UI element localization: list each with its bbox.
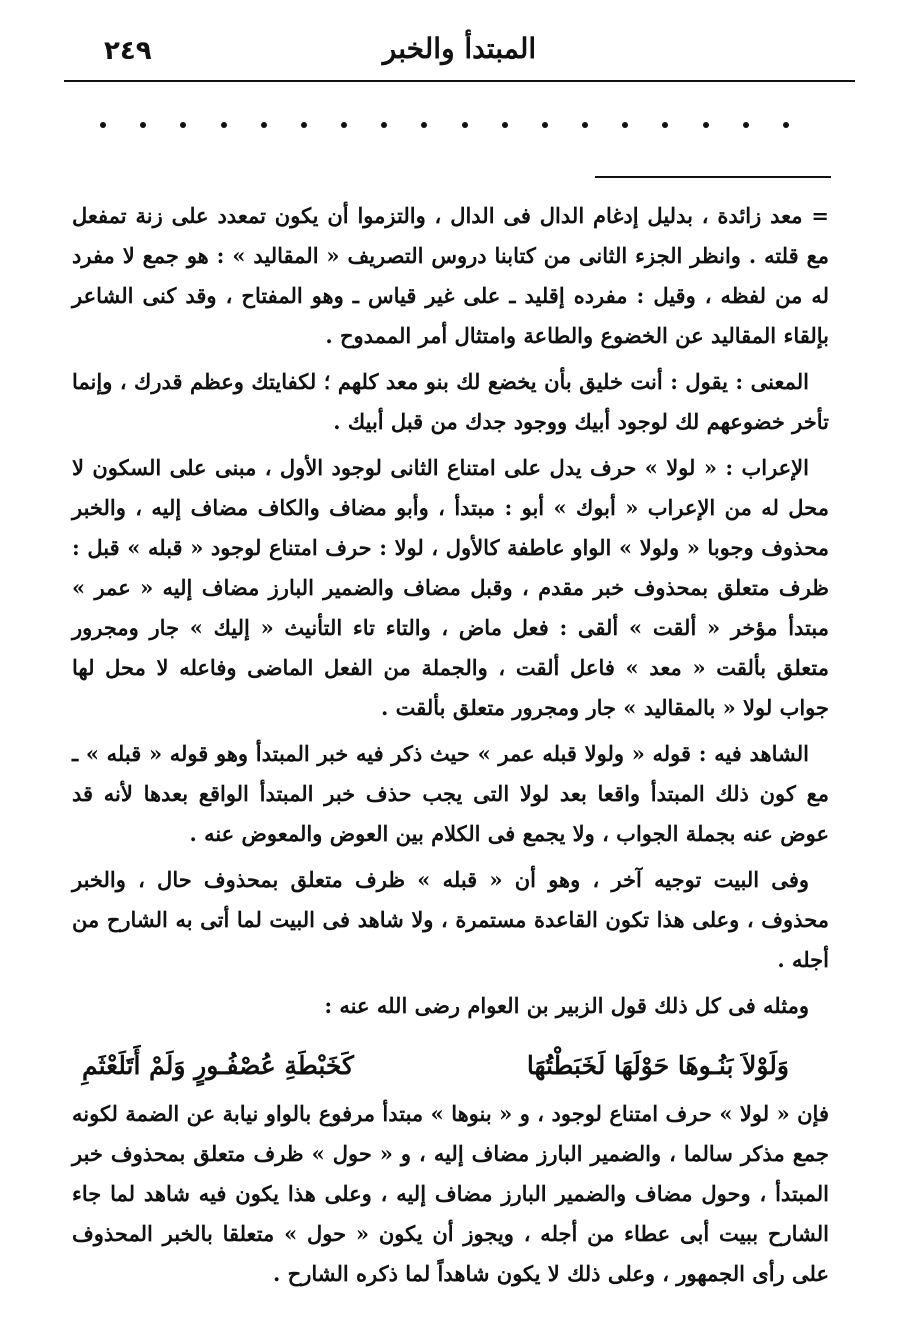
dot	[100, 122, 106, 128]
dot	[743, 122, 749, 128]
page-number: ٢٤٩	[104, 36, 152, 66]
dot	[502, 122, 508, 128]
poetry-verse	[72, 1032, 829, 1094]
footnote-continuation: = معد زائدة ، بدليل إدغام الدال فى الدال ، والتزموا أن يكون تمعدد على زنة تمفعل مع قلته . وانظر الجزء الثانى من كتابنا دروس التصريف « المقاليد » : هو جمع لا مفرد له من لفظه ، وقيل : مفرده إقليد ـ على غير قياس ـ وهو المفتاح ، وقد كنى الشاعر بإلقاء المقاليد عن الخضوع والطاعة وامتثال أمر الممدوح .	[72, 203, 829, 348]
evidence-paragraph: الشاهد فيه : قوله « ولولا قبله عمر » حيث ذكر فيه خبر المبتدأ وهو قوله « قبله » ـ مع كون ذلك المبتدأ واقعا بعد لولا التى يجب حذف خبر المبتدأ الواقع بعدها لأنه قد عوض عنه بجملة الجواب ، ولا يجمع فى الكلام بين العوض والمعوض عنه .	[72, 741, 829, 846]
dot	[140, 122, 146, 128]
verse-intro: ومثله فى كل ذلك قول الزبير بن العوام رضى الله عنه :	[324, 993, 809, 1018]
parsing-paragraph: الإعراب : « لولا » حرف يدل على امتناع الثانى لوجود الأول ، مبنى على السكون لا محل له من الإعراب « أبوك » أبو : مبتدأ ، وأبو مضاف والكاف مضاف إليه ، والخبر محذوف وجوبا « ولولا » الواو عاطفة كالأول ، لولا : حرف امتناع لوجود « قبله » قبل : ظرف متعلق بمحذوف خبر مقدم ، وقبل مضاف والضمير البارز مضاف إليه « عمر » مبتدأ مؤخر « ألقت » ألقى : فعل ماض ، والتاء تاء التأنيث « إليك » جار ومجرور متعلق بألقت « معد » فاعل ألقت ، والجملة من الفعل الماضى وفاعله لا محل لها جواب لولا « بالمقاليد » جار ومجرور متعلق بألقت .	[72, 455, 829, 720]
dot	[221, 122, 227, 128]
dot	[622, 122, 628, 128]
dot	[341, 122, 347, 128]
header-rule	[64, 80, 855, 82]
dot	[381, 122, 387, 128]
dot	[703, 122, 709, 128]
dot	[582, 122, 588, 128]
dot	[462, 122, 468, 128]
dot	[180, 122, 186, 128]
ellipsis-dots	[100, 122, 789, 128]
meaning-paragraph: المعنى : يقول : أنت خليق بأن يخضع لك بنو معد كلهم ؛ لكفايتك وعظم قدرك ، وإنما تأخر خضوعهم لك لوجود أبيك ووجود جدك من قبل أبيك .	[72, 369, 829, 434]
dot	[261, 122, 267, 128]
footnote-rule	[595, 176, 831, 178]
verse-second-hemistich: كَخَبْطَةِ عُصْفُـورٍ وَلَمْ أَتَلَعْثَمِ	[82, 1051, 354, 1080]
page-header	[64, 30, 855, 82]
dot	[662, 122, 668, 128]
verse-analysis: فإن « لولا » حرف امتناع لوجود ، و « بنوها » مبتدأ مرفوع بالواو نيابة عن الضمة لكونه جمع مذكر سالما ، والضمير البارز مضاف إليه ، و « حول » ظرف متعلق بمحذوف خبر المبتدأ ، وحول مضاف والضمير البارز مضاف إليه ، وعلى هذا يكون فيه شاهد لما جاء الشارح ببيت أبى عطاء من أجله ، ويجوز أن يكون « حول » متعلقا بالخبر المحذوف على رأى الجمهور ، وعلى ذلك لا يكون شاهداً لما ذكره الشارح .	[72, 1101, 829, 1286]
dot	[301, 122, 307, 128]
verse-first-hemistich: وَلَوْلاَ بَنُـوهَا حَوْلَهَا لَخَبَطْتُهَا	[526, 1051, 789, 1080]
running-title: المبتدأ والخبر	[382, 32, 537, 65]
alternative-paragraph: وفى البيت توجيه آخر ، وهو أن « قبله » ظرف متعلق بمحذوف حال ، والخبر محذوف ، وعلى هذا تكون القاعدة مستمرة ، ولا شاهد فى البيت لما أتى به الشارح من أجله .	[72, 867, 829, 972]
dot	[783, 122, 789, 128]
dot	[542, 122, 548, 128]
dot	[421, 122, 427, 128]
footnote-body	[72, 196, 829, 1300]
